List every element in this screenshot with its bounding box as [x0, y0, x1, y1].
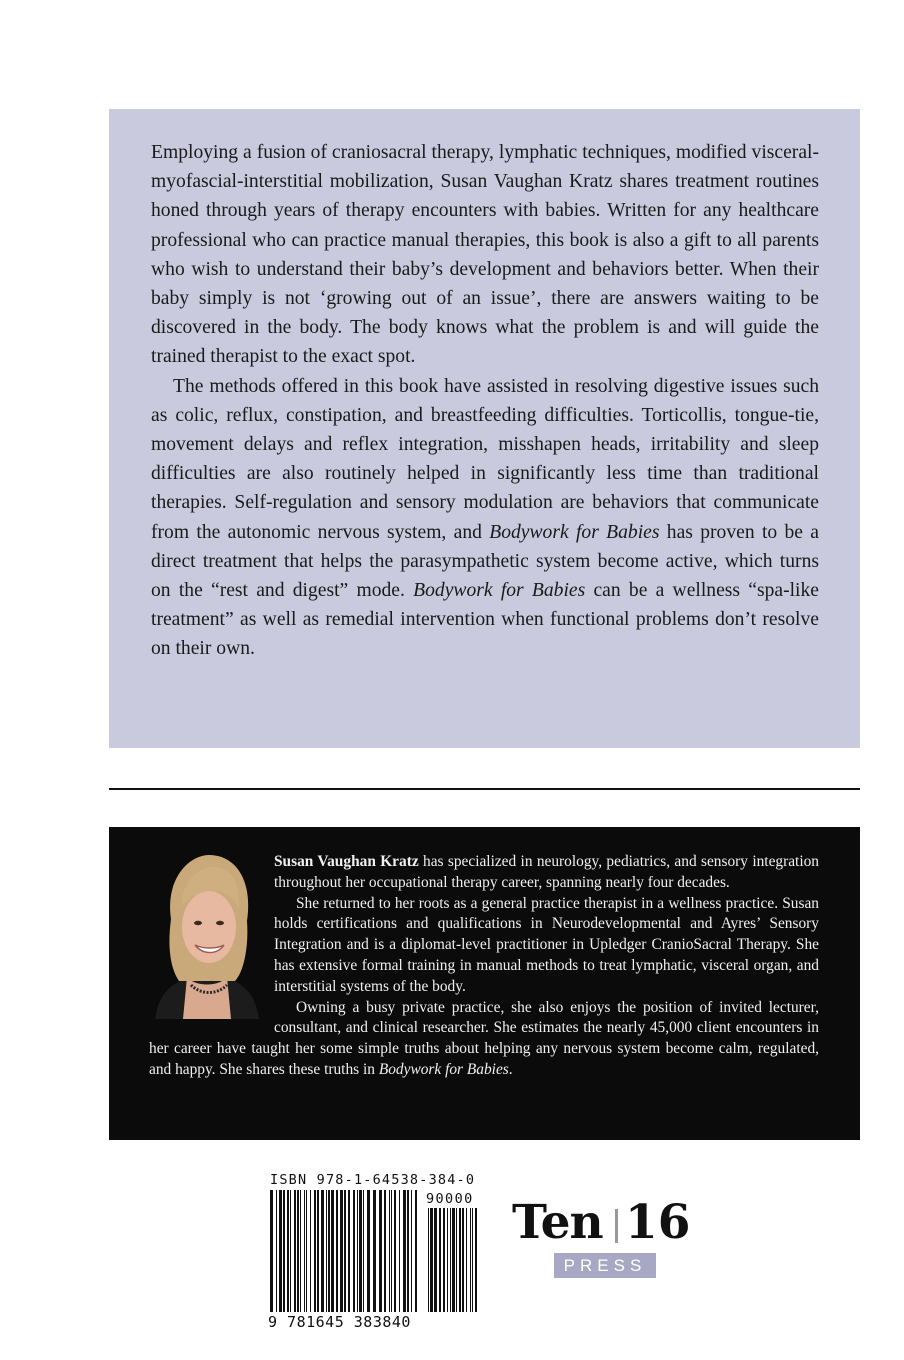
barcode-bar	[403, 1190, 406, 1312]
barcode-bar	[344, 1190, 346, 1312]
barcode-bar	[331, 1190, 334, 1312]
barcode-bar	[391, 1190, 392, 1312]
barcode-bar	[439, 1208, 441, 1312]
barcode-bar	[317, 1190, 319, 1312]
barcode-bar	[434, 1208, 437, 1312]
barcode-bar	[379, 1190, 382, 1312]
publisher-logo	[510, 1195, 710, 1285]
barcode-bar	[276, 1190, 277, 1312]
barcode-bar	[348, 1190, 350, 1312]
isbn-number: ISBN 978-1-64538-384-0	[270, 1172, 476, 1188]
barcode-bar	[447, 1208, 448, 1312]
barcode-bar	[450, 1208, 451, 1312]
barcode-bar	[452, 1208, 455, 1312]
barcode-bar	[304, 1190, 305, 1312]
book-title-italic: Bodywork for Babies	[489, 521, 660, 543]
barcode-bar	[287, 1190, 289, 1312]
barcode-bar	[283, 1190, 285, 1312]
barcode-bar	[459, 1208, 461, 1312]
barcode-bar	[367, 1190, 370, 1312]
bio-text: Owning a busy private practice, she also enjoys the position of invited lecturer, consultant, and clinical researcher. She estimates the nearly 45,000 client encounters in her career have taught her some simple truths about helping any nervous system become calm, regulated, and happy. She shares these truths in	[149, 998, 819, 1078]
barcode-bar	[290, 1190, 291, 1312]
publisher-name-left: Ten	[512, 1195, 603, 1250]
press-badge: PRESS	[554, 1253, 656, 1278]
bio-text: .	[508, 1060, 513, 1078]
description-text: has proven to be a direct treatment that helps the parasympathetic system become active, which turns on the “rest and digest” mode.	[151, 521, 819, 602]
addon-barcode-bars	[426, 1208, 482, 1318]
description-paragraph-2	[151, 372, 819, 664]
barcode-bar	[300, 1190, 301, 1312]
barcode-bar	[430, 1208, 433, 1312]
book-title-italic: Bodywork for Babies	[413, 580, 586, 602]
book-description-panel	[109, 109, 860, 748]
description-text: The methods offered in this book have assisted in resolving digestive issues such as colic, reflux, constipation, and breastfeeding difficulties. Torticollis, tongue-tie, movement delays and reflex integration, misshapen heads, irritability and sleep difficulties are also routinely helped in significantly less time than traditional therapies. Self-regulation and sensory modulation are behaviors that communicate from the autonomic nervous system, and	[151, 375, 819, 543]
barcode-bar	[336, 1190, 338, 1312]
barcode-bar	[428, 1208, 429, 1312]
barcode-bar	[407, 1190, 409, 1312]
isbn-barcode	[268, 1170, 498, 1340]
barcode-bar	[415, 1190, 417, 1312]
barcode-bar	[475, 1208, 477, 1312]
barcode-bar	[384, 1190, 386, 1312]
barcode-bar	[328, 1190, 330, 1312]
section-divider	[109, 788, 860, 790]
barcode-bar	[326, 1190, 327, 1312]
barcode-bar	[456, 1208, 457, 1312]
author-panel	[109, 827, 860, 1140]
barcode-bar	[310, 1190, 311, 1312]
barcode-bar	[279, 1190, 282, 1312]
barcode-bar	[359, 1190, 362, 1312]
barcode-bar	[321, 1190, 324, 1312]
book-description	[151, 138, 819, 664]
barcode-bar	[357, 1190, 358, 1312]
barcode-bar	[270, 1190, 273, 1312]
barcode-bar	[470, 1208, 471, 1312]
book-title-italic: Bodywork for Babies	[378, 1060, 509, 1078]
publisher-logo-divider	[615, 1209, 618, 1243]
barcode-bar	[297, 1190, 299, 1312]
barcode-bar	[462, 1208, 464, 1312]
barcode-bar	[373, 1190, 376, 1312]
barcode-bar	[306, 1190, 307, 1312]
barcode-bar	[340, 1190, 343, 1312]
barcode-bar	[443, 1208, 445, 1312]
author-bio	[149, 852, 819, 1081]
description-paragraph-1: Employing a fusion of craniosacral therapy, lymphatic techniques, modified visceral-myofascial-interstitial mobilization, Susan Vaughan Kratz shares treatment routines honed through years of therapy encounters with babies. Written for any healthcare professional who can practice manual therapies, this book is also a gift to all parents who wish to understand their baby’s development and behaviors better. When their baby simply is not ‘growing out of an issue’, there are answers waiting to be discovered in the body. The body knows what the problem is and will guide the trained therapist to the exact spot.	[151, 142, 819, 368]
barcode-bar	[389, 1190, 390, 1312]
publisher-name-right: 16	[625, 1195, 691, 1250]
barcode-bar	[353, 1190, 355, 1312]
bio-text: has specialized in neurology, pediatrics, and sensory integration throughout her occupational therapy career, spanning nearly four decades.	[274, 853, 819, 891]
barcode-bar	[314, 1190, 316, 1312]
price-code: 90000	[426, 1191, 474, 1207]
ean-barcode-bars	[268, 1190, 418, 1318]
barcode-bar	[399, 1190, 400, 1312]
barcode-bar	[363, 1190, 364, 1312]
barcode-bar	[411, 1190, 412, 1312]
barcode-bar	[394, 1190, 396, 1312]
bio-paragraph-2: She returned to her roots as a general practice therapist in a wellness practice. Susan holds certifications and qualifications in Neurodevelopmental and Ayres’ Sensory Integration and is a diplomat-level practitioner in Upledger CranioSacral Therapy. She has extensive formal training in manual methods to treat lymphatic, visceral organ, and interstitial systems of the body.	[274, 894, 819, 995]
author-name: Susan Vaughan Kratz	[274, 853, 419, 870]
barcode-bar	[472, 1208, 473, 1312]
barcode-bar	[466, 1208, 467, 1312]
ean-digits: 9 781645 383840	[268, 1313, 411, 1331]
barcode-bar	[294, 1190, 296, 1312]
description-text: can be a wellness “spa-like treatment” as well as remedial intervention when functional problems don’t resolve on their own.	[151, 580, 819, 660]
